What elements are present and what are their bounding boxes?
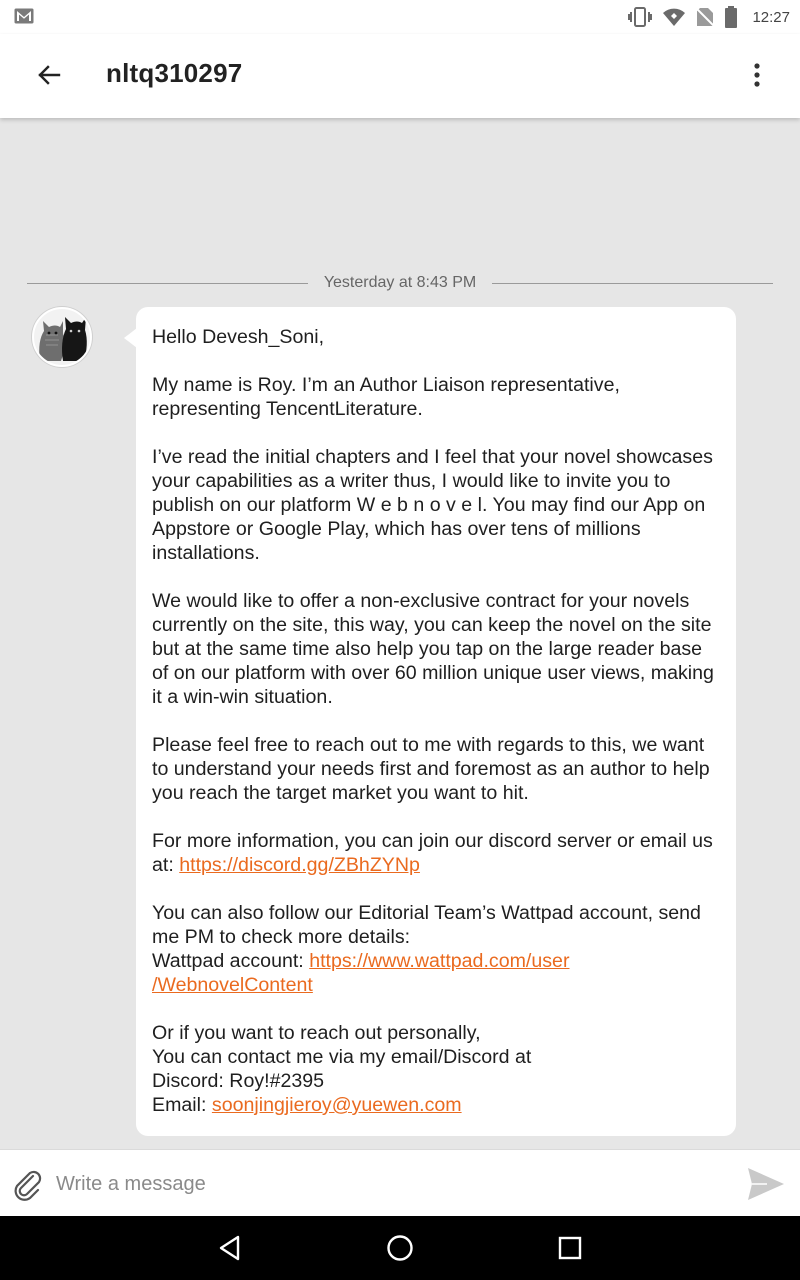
wattpad-label: Wattpad account: — [152, 950, 310, 972]
divider-line-right — [492, 283, 773, 284]
sender-avatar[interactable] — [32, 307, 92, 367]
message-paragraph-intro: My name is Roy. I’m an Author Liaison representative, representing TencentLiterature. — [152, 374, 620, 420]
wattpad-link-part2[interactable]: /WebnovelContent — [152, 974, 313, 996]
nav-back-button[interactable] — [210, 1228, 250, 1268]
wattpad-link-part1[interactable]: https://www.wattpad.com/user — [309, 950, 570, 972]
send-button[interactable] — [744, 1162, 788, 1206]
more-options-button[interactable] — [742, 58, 772, 92]
message-greeting: Hello Devesh_Soni, — [152, 326, 325, 348]
gmail-icon — [14, 8, 34, 24]
more-vert-icon — [754, 63, 760, 87]
no-sim-icon — [696, 7, 714, 27]
nav-recents-button[interactable] — [550, 1228, 590, 1268]
nav-home-button[interactable] — [380, 1228, 420, 1268]
contact-line-2: You can contact me via my email/Discord at — [152, 1046, 532, 1068]
message-composer — [0, 1149, 800, 1216]
system-nav-bar — [0, 1216, 800, 1280]
message-paragraph-wattpad — [152, 901, 720, 997]
email-link[interactable]: soonjingjieroy@yuewen.com — [211, 1094, 462, 1116]
discord-link[interactable]: https://discord.gg/ZBhZYNp — [179, 854, 420, 876]
message-paragraph-invite: I’ve read the initial chapters and I feel that your novel showcases your capabilities as a writer thus, I would like to invite you to publish on our platform W e b n o v e l. You may find our App on Appstore or Google Play, which has over tens of millions installations. — [152, 446, 713, 564]
wattpad-intro-text: You can also follow our Editorial Team’s Wattpad account, send me PM to check more details: — [152, 902, 701, 948]
status-bar — [0, 0, 800, 34]
vibrate-icon — [628, 7, 652, 27]
back-button[interactable] — [34, 60, 64, 90]
divider-line-left — [27, 283, 308, 284]
clock-time: 12:27 — [752, 8, 790, 26]
send-icon — [747, 1166, 785, 1202]
app-bar — [0, 34, 800, 118]
battery-icon — [724, 6, 738, 28]
nav-home-icon — [386, 1234, 414, 1262]
wattpad-link-line-2 — [152, 973, 720, 997]
cats-avatar-image — [34, 309, 90, 365]
arrow-back-icon — [37, 63, 61, 87]
attach-button[interactable] — [10, 1166, 46, 1202]
nav-recents-icon — [558, 1236, 582, 1260]
contact-discord: Discord: Roy!#2395 — [152, 1070, 325, 1092]
message-paragraph-contact — [152, 1021, 720, 1117]
message-input[interactable] — [56, 1162, 716, 1206]
contact-email-line — [152, 1093, 720, 1117]
message-paragraph-reach-out: Please feel free to reach out to me with regards to this, we want to understand your needs first and foremost as an author to help you reach the target market you want to hit. — [152, 734, 710, 804]
date-divider — [27, 270, 773, 296]
wattpad-link-line — [152, 949, 720, 973]
discord-text: For more information, you can join our discord server or email us at: — [152, 830, 713, 876]
message-paragraph-contract: We would like to offer a non-exclusive contract for your novels currently on the site, this way, you can keep the novel on the site but at the same time also help you tap on the large reader base of on our platform with over 60 million unique user views, making it a win-win situation. — [152, 590, 714, 708]
conversation-title: nltq310297 — [106, 58, 243, 88]
contact-line-1: Or if you want to reach out personally, — [152, 1022, 481, 1044]
date-divider-label: Yesterday at 8:43 PM — [323, 274, 477, 291]
paperclip-icon — [11, 1167, 45, 1201]
email-label: Email: — [152, 1094, 212, 1116]
message-bubble — [136, 307, 736, 1136]
nav-back-icon — [217, 1235, 243, 1261]
message-paragraph-discord — [152, 829, 720, 877]
wifi-icon — [662, 7, 686, 27]
